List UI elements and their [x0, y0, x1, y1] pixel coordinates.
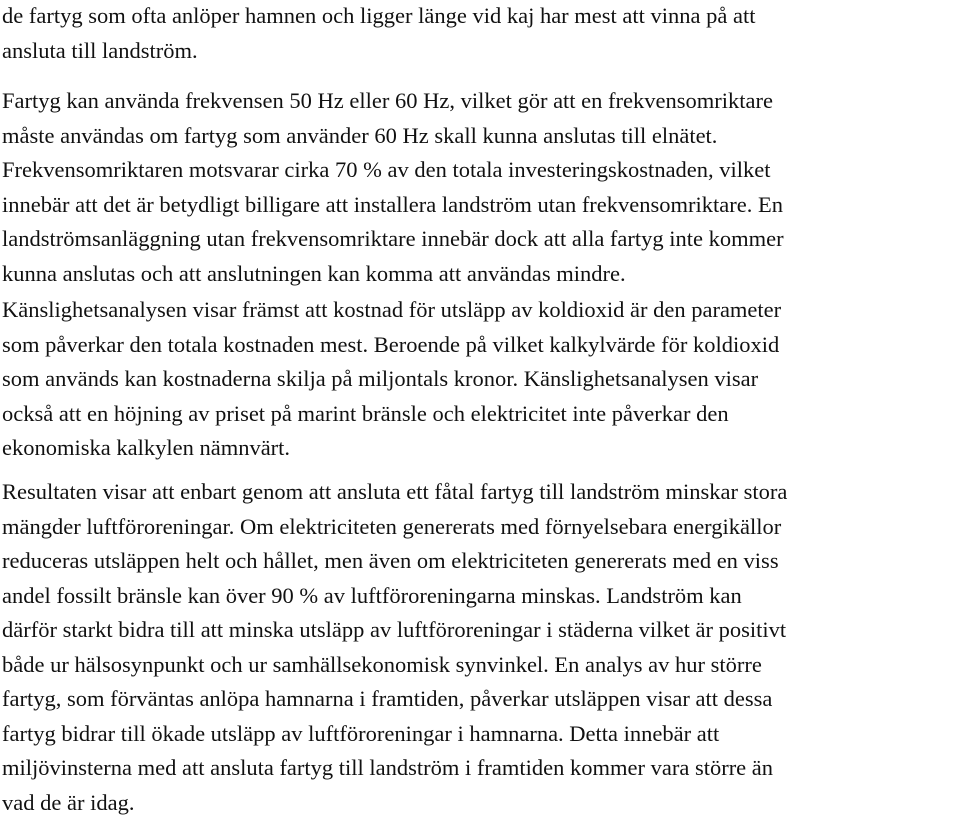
text-line: landströmsanläggning utan frekvensomriktare innebär dock att alla fartyg inte kommer — [2, 222, 960, 257]
text-line: innebär att det är betydligt billigare att installera landström utan frekvensomriktare. En — [2, 188, 960, 223]
text-line: som används kan kostnaderna skilja på miljontals kronor. Känslighetsanalysen visar — [2, 362, 960, 397]
text-line: Känslighetsanalysen visar främst att kostnad för utsläpp av koldioxid är den parameter — [2, 293, 960, 328]
text-line: därför starkt bidra till att minska utsläpp av luftföroreningar i städerna vilket är positivt — [2, 613, 960, 648]
text-line: Resultaten visar att enbart genom att ansluta ett fåtal fartyg till landström minskar stora — [2, 475, 960, 510]
text-line: både ur hälsosynpunkt och ur samhällsekonomisk synvinkel. En analys av hur större — [2, 648, 960, 683]
text-line: Fartyg kan använda frekvensen 50 Hz eller 60 Hz, vilket gör att en frekvensomriktare — [2, 84, 960, 119]
text-line: måste användas om fartyg som använder 60 Hz skall kunna anslutas till elnätet. — [2, 119, 960, 154]
text-line: som påverkar den totala kostnaden mest. Beroende på vilket kalkylvärde för koldioxid — [2, 328, 960, 363]
text-line: också att en höjning av priset på marint bränsle och elektricitet inte påverkar den — [2, 397, 960, 432]
text-line: miljövinsterna med att ansluta fartyg till landström i framtiden kommer vara större än — [2, 751, 960, 786]
text-line: ekonomiska kalkylen nämnvärt. — [2, 431, 960, 466]
text-line: mängder luftföroreningar. Om elektriciteten genererats med förnyelsebara energikällor — [2, 510, 960, 545]
text-line: kunna anslutas och att anslutningen kan komma att användas mindre. — [2, 257, 960, 292]
text-line: vad de är idag. — [2, 786, 960, 820]
text-line: reduceras utsläppen helt och hållet, men även om elektriciteten genererats med en viss — [2, 544, 960, 579]
text-line: fartyg, som förväntas anlöpa hamnarna i framtiden, påverkar utsläppen visar att dessa — [2, 682, 960, 717]
text-line: de fartyg som ofta anlöper hamnen och ligger länge vid kaj har mest att vinna på att — [2, 0, 960, 34]
text-line: Frekvensomriktaren motsvarar cirka 70 % av den totala investeringskostnaden, vilket — [2, 153, 960, 188]
text-line: andel fossilt bränsle kan över 90 % av luftföroreningarna minskas. Landström kan — [2, 579, 960, 614]
text-line: fartyg bidrar till ökade utsläpp av luftföroreningar i hamnarna. Detta innebär att — [2, 717, 960, 752]
paragraph-1 — [2, 0, 960, 68]
text-line: ansluta till landström. — [2, 34, 960, 69]
paragraph-3 — [2, 293, 960, 466]
paragraph-4 — [2, 475, 960, 820]
paragraph-2 — [2, 84, 960, 291]
